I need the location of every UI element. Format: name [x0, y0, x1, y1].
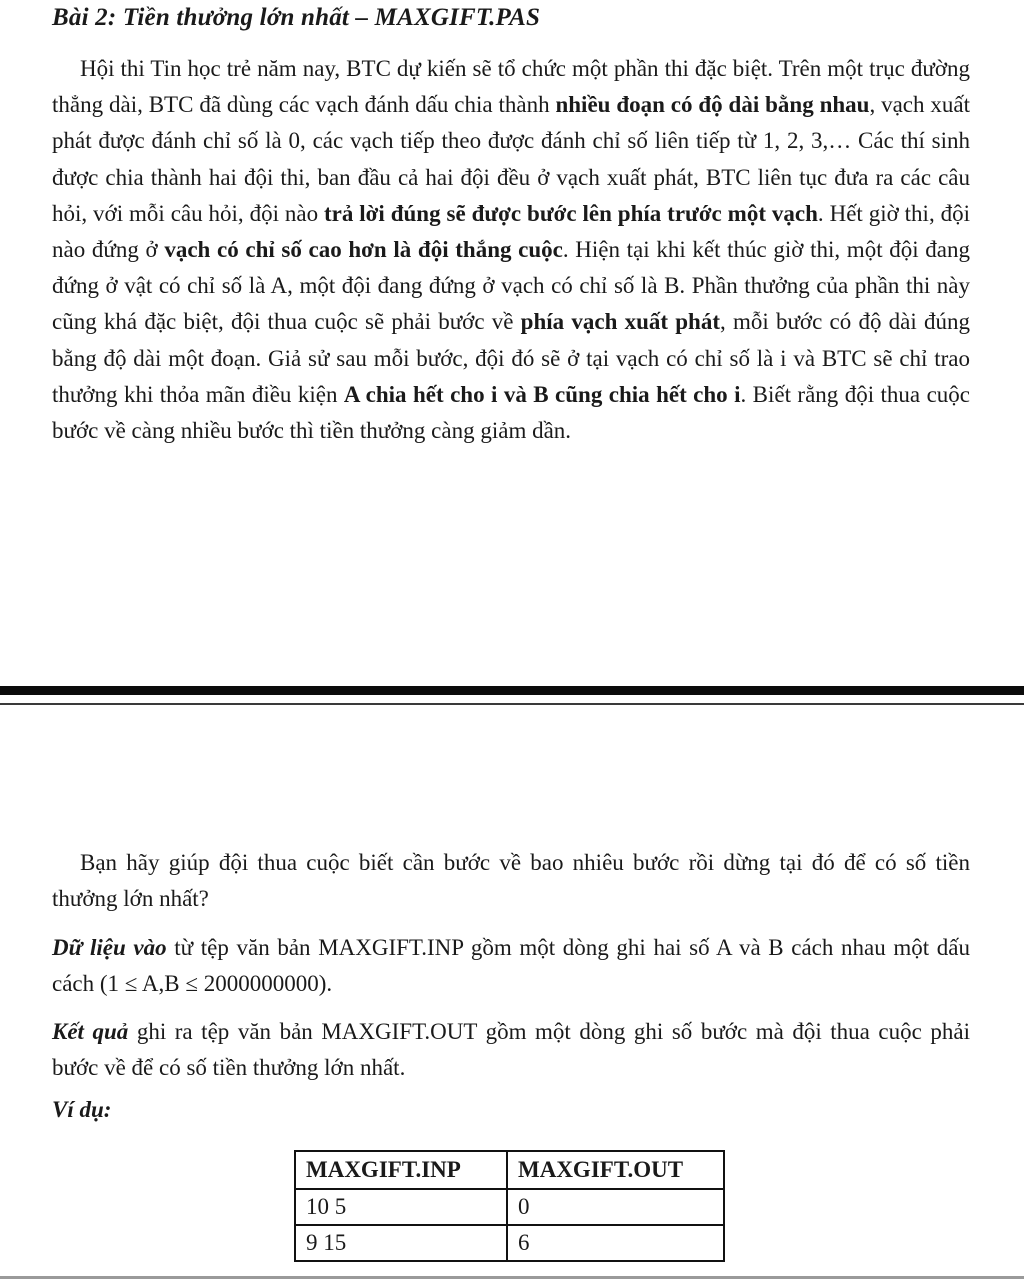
desc-bold-5: A chia hết cho i và B cũng chia hết cho i [343, 381, 741, 407]
input-text: từ tệp văn bản MAXGIFT.INP gồm một dòng ghi hai số A và B cách nhau một dấu cách (1 ≤ A,B ≤ 2000000000). [52, 935, 970, 997]
problem-description [52, 51, 970, 449]
header-input: MAXGIFT.INP [295, 1151, 507, 1189]
cell-output: 0 [507, 1189, 724, 1225]
page-separator-thin [0, 703, 1024, 705]
cell-input: 10 5 [295, 1189, 507, 1225]
desc-bold-3: vạch có chỉ số cao hơn là đội thắng cuộc [164, 237, 563, 263]
table-header-row [295, 1151, 724, 1189]
output-description [52, 1014, 970, 1086]
cell-output: 6 [507, 1225, 724, 1261]
desc-bold-1: nhiều đoạn có độ dài bằng nhau [555, 92, 870, 118]
desc-text-1: Hội thi Tin học trẻ năm nay, BTC dự kiến sẽ tổ chức một phần thi đặc biệt. Trên một trục đường thẳng dài, BTC đã dùng các vạch đánh dấu chia thành [52, 56, 970, 118]
desc-text-5: , mỗi bước có độ dài đúng bằng độ dài một đoạn. Giả sử sau mỗi bước, đội đó sẽ ở tại vạch có chỉ số là i và BTC sẽ chỉ trao thưởng khi thỏa mãn điều kiện [52, 309, 970, 407]
example-table [294, 1150, 725, 1262]
table-row [295, 1189, 724, 1225]
output-label: Kết quả [52, 1019, 129, 1044]
desc-text-4: . Hiện tại khi kết thúc giờ thi, một đội đang đứng ở vật có chỉ số là A, một đội đang đứng ở vạch có chỉ số là B. Phần thưởng của phần thi này cũng khá đặc biệt, đội thua cuộc sẽ phải bước về [52, 237, 970, 335]
input-description [52, 930, 970, 1002]
problem-title: Bài 2: Tiền thưởng lớn nhất – MAXGIFT.PAS [52, 4, 541, 31]
desc-text-3: . Hết giờ thi, đội nào đứng ở [52, 200, 970, 263]
desc-text-6: . Biết rằng đội thua cuộc bước về càng nhiều bước thì tiền thưởng càng giảm dần. [52, 381, 970, 444]
desc-bold-2: trả lời đúng sẽ được bước lên phía trước một vạch [324, 200, 818, 226]
input-label: Dữ liệu vào [52, 935, 167, 960]
table-row [295, 1225, 724, 1261]
example-label: Ví dụ: [52, 1097, 112, 1122]
cell-input: 9 15 [295, 1225, 507, 1261]
bottom-edge-line [0, 1276, 1024, 1279]
header-output: MAXGIFT.OUT [507, 1151, 724, 1189]
page-separator [0, 686, 1024, 695]
desc-bold-4: phía vạch xuất phát [520, 309, 720, 335]
question-paragraph: Bạn hãy giúp đội thua cuộc biết cần bước về bao nhiêu bước rồi dừng tại đó để có số tiền thưởng lớn nhất? [52, 850, 970, 912]
desc-text-2: , vạch xuất phát được đánh chỉ số là 0, các vạch tiếp theo được đánh chỉ số liên tiếp từ 1, 2, 3,… Các thí sinh được chia thành hai đội thi, ban đầu cả hai đội đều ở vạch xuất phát, BTC liên tục đưa ra các câu hỏi, với mỗi câu hỏi, đội nào [52, 92, 970, 226]
output-text: ghi ra tệp văn bản MAXGIFT.OUT gồm một dòng ghi số bước mà đội thua cuộc phải bước về để có số tiền thưởng lớn nhất. [52, 1019, 970, 1081]
